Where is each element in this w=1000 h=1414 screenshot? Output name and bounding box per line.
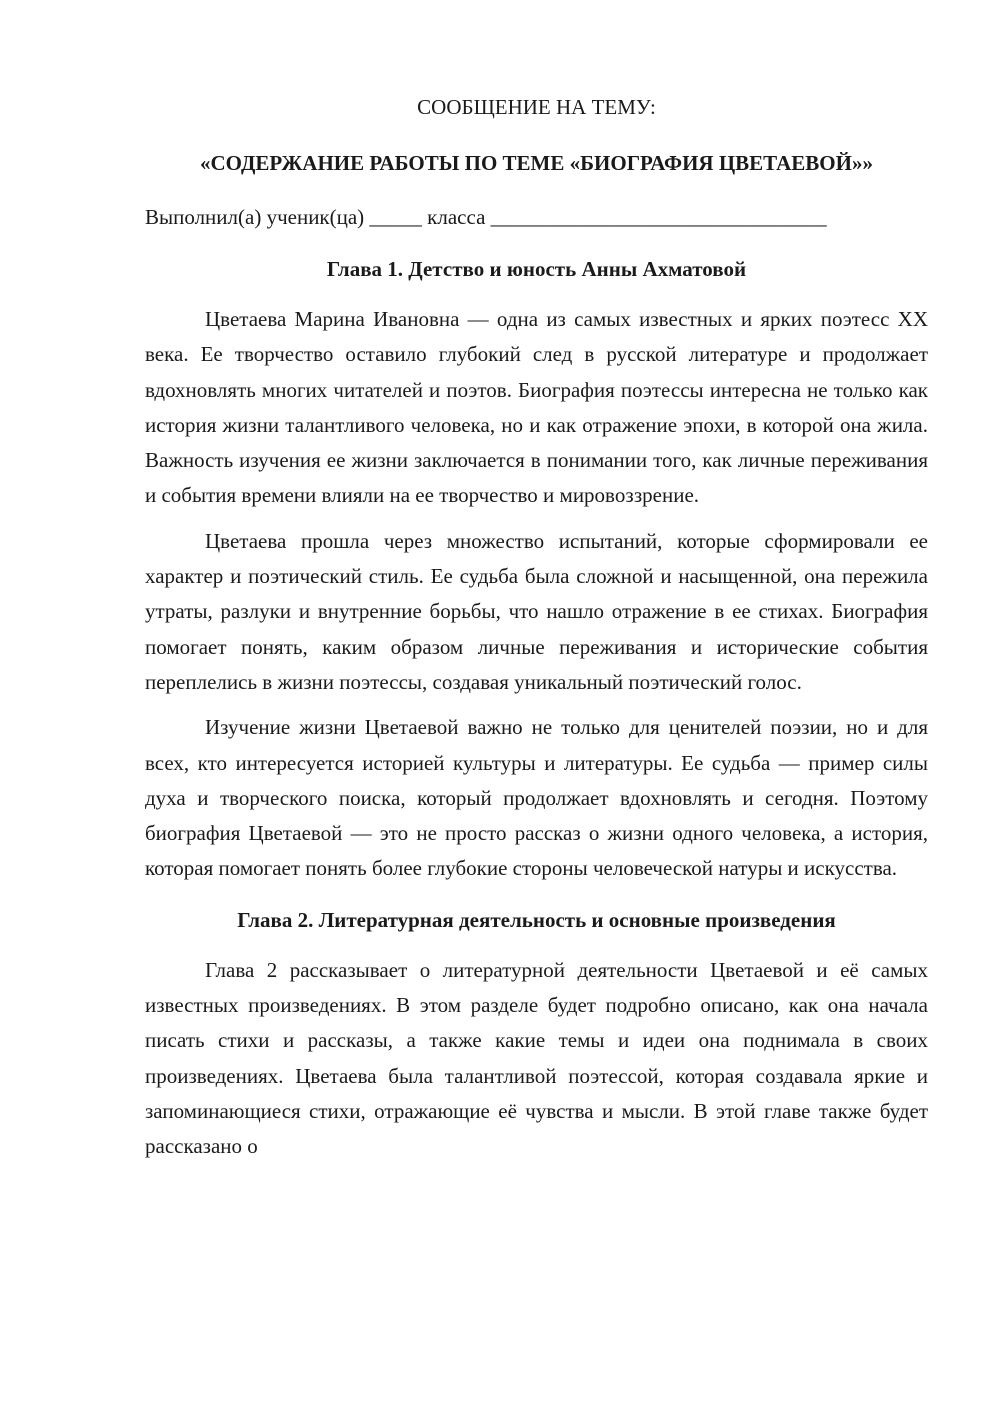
paragraph: Цветаева прошла через множество испытаний, которые сформировали ее характер и поэтический стиль. Ее судьба была сложной и насыщенной, она пережила утраты, разлуки и внутренние борьбы, что нашло отражение в ее стихах. Биография помогает понять, каким образом личные переживания и исторические события переплелись в жизни поэтессы, создавая уникальный поэтический голос. — [145, 528, 928, 694]
chapter-heading: Глава 2. Литературная деятельность и основные произведения — [237, 907, 836, 932]
document-subtitle: СООБЩЕНИЕ НА ТЕМУ: — [417, 95, 656, 119]
chapter-1 — [145, 254, 928, 887]
paragraph: Цветаева Марина Ивановна — одна из самых известных и ярких поэтесс XX века. Ее творчество оставило глубокий след в русской литературе и продолжает вдохновлять многих читателей и поэтов. Биография поэтессы интересна не только как история жизни талантливого человека, но и как отражение эпохи, в которой она жила. Важность изучения ее жизни заключается в понимании того, как личные переживания и события времени влияли на ее творчество и мировоззрение. — [145, 307, 928, 508]
chapter-heading: Глава 1. Детство и юность Анны Ахматовой — [326, 257, 747, 281]
paragraph: Глава 2 рассказывает о литературной деятельности Цветаевой и её самых известных произведениях. В этом разделе будет подробно описано, как она начала писать стихи и рассказы, а также какие темы и идеи она поднимала в своих произведениях. Цветаева была талантливой поэтессой, которая создавала яркие и запоминающиеся стихи, отражающие её чувства и мысли. В этой главе также будет рассказано о — [145, 957, 928, 1159]
document-title: «СОДЕРЖАНИЕ РАБОТЫ ПО ТЕМЕ «БИОГРАФИЯ ЦВЕТАЕВОЙ»» — [200, 151, 873, 175]
author-line: Выполнил(а) ученик(ца) _____ класса ________________________________ — [145, 205, 827, 229]
paragraph: Изучение жизни Цветаевой важно не только для ценителей поэзии, но и для всех, кто интересуется историей культуры и литературы. Ее судьба — пример силы духа и творческого поиска, который продолжает вдохновлять и сегодня. Поэтому биография Цветаевой — это не просто рассказ о жизни одного человека, а история, которая помогает понять более глубокие стороны человеческой натуры и искусства. — [145, 715, 928, 881]
chapter-2 — [145, 905, 928, 1165]
document-page — [145, 92, 928, 1175]
